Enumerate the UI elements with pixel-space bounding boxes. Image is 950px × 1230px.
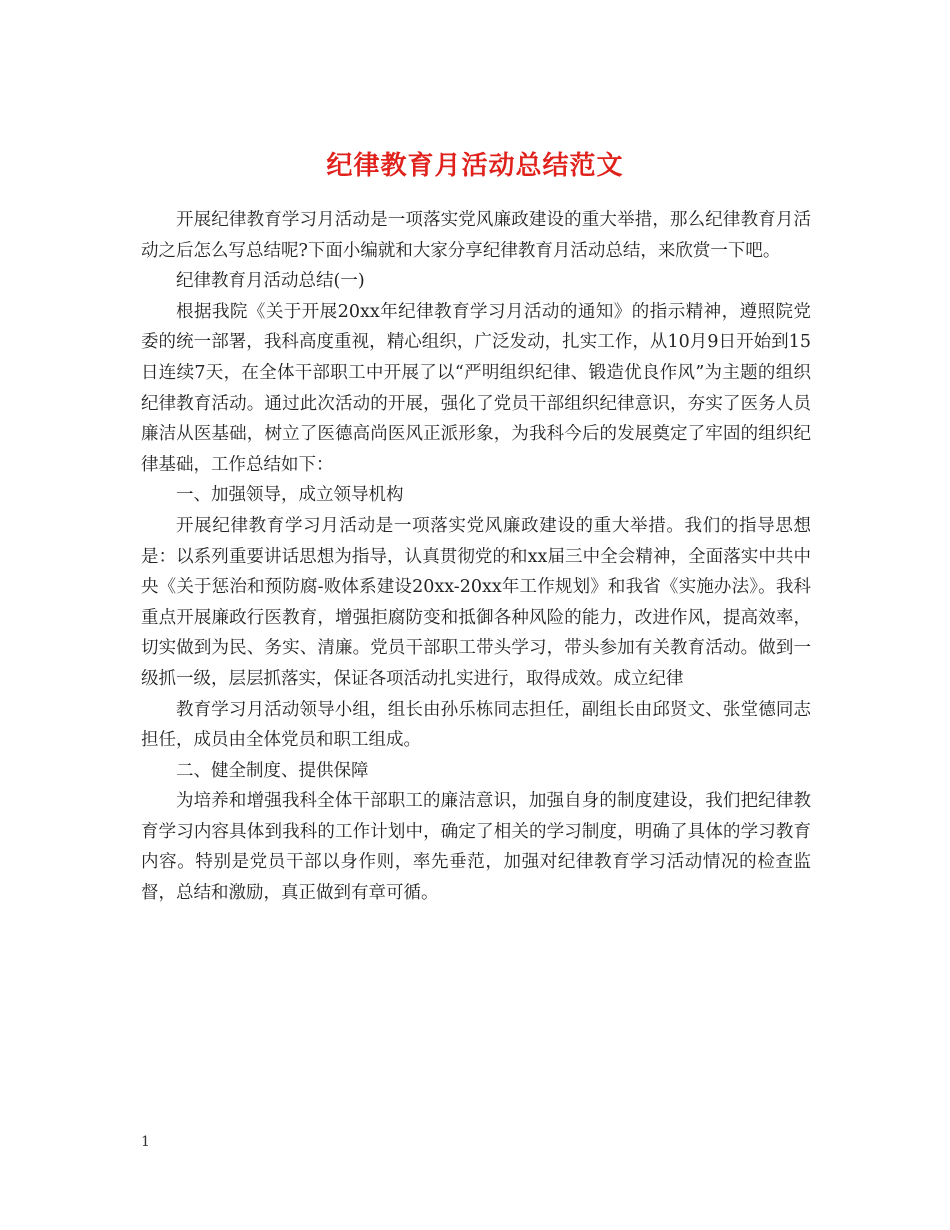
- paragraph-system-building: 为培养和增强我科全体干部职工的廉洁意识，加强自身的制度建设，我们把纪律教育学习内容具体到我科的工作计划中，确定了相关的学习制度，明确了具体的学习教育内容。特别是党员干部以身作则，率先垂范，加强对纪律教育学习活动情况的检查监督，总结和激励，真正做到有章可循。: [141, 791, 811, 904]
- section-heading-leadership: 一、加强领导，成立领导机构: [176, 485, 404, 506]
- section-heading-summary-one: 纪律教育月活动总结(一): [176, 271, 365, 292]
- document-body: [141, 205, 811, 909]
- paragraph-guiding-thought: 开展纪律教育学习月活动是一项落实党风廉政建设的重大举措。我们的指导思想是：以系列重要讲话思想为指导，认真贯彻党的和xx届三中全会精神，全面落实中共中央《关于惩治和预防腐-败体系建设20xx-20xx年工作规划》和我省《实施办法》。我科重点开展廉政行医教育，增强拒腐防变和抵御各种风险的能力，改进作风，提高效率，切实做到为民、务实、清廉。党员干部职工带头学习，带头参加有关教育活动。做到一级抓一级，层层抓落实，保证各项活动扎实进行，取得成效。成立纪律: [141, 515, 811, 689]
- page-number: 1: [141, 1134, 150, 1150]
- paragraph-leading-group: 教育学习月活动领导小组，组长由孙乐栋同志担任，副组长由邱贤文、张堂德同志担任，成员由全体党员和职工组成。: [141, 699, 811, 751]
- document-title: 纪律教育月活动总结范文: [326, 151, 624, 182]
- paragraph-intro: 开展纪律教育学习月活动是一项落实党风廉政建设的重大举措，那么纪律教育月活动之后怎么写总结呢?下面小编就和大家分享纪律教育月活动总结，来欣赏一下吧。: [141, 210, 811, 261]
- paragraph-background: 根据我院《关于开展20xx年纪律教育学习月活动的通知》的指示精神，遵照院党委的统一部署，我科高度重视，精心组织，广泛发动，扎实工作，从10月9日开始到15日连续7天，在全体干部职工中开展了以“严明组织纪律、锻造优良作风”为主题的组织纪律教育活动。通过此次活动的开展，强化了党员干部组织纪律意识，夯实了医务人员廉洁从医基础，树立了医德高尚医风正派形象，为我科今后的发展奠定了牢固的组织纪律基础，工作总结如下：: [141, 301, 811, 475]
- section-heading-system: 二、健全制度、提供保障: [176, 760, 369, 781]
